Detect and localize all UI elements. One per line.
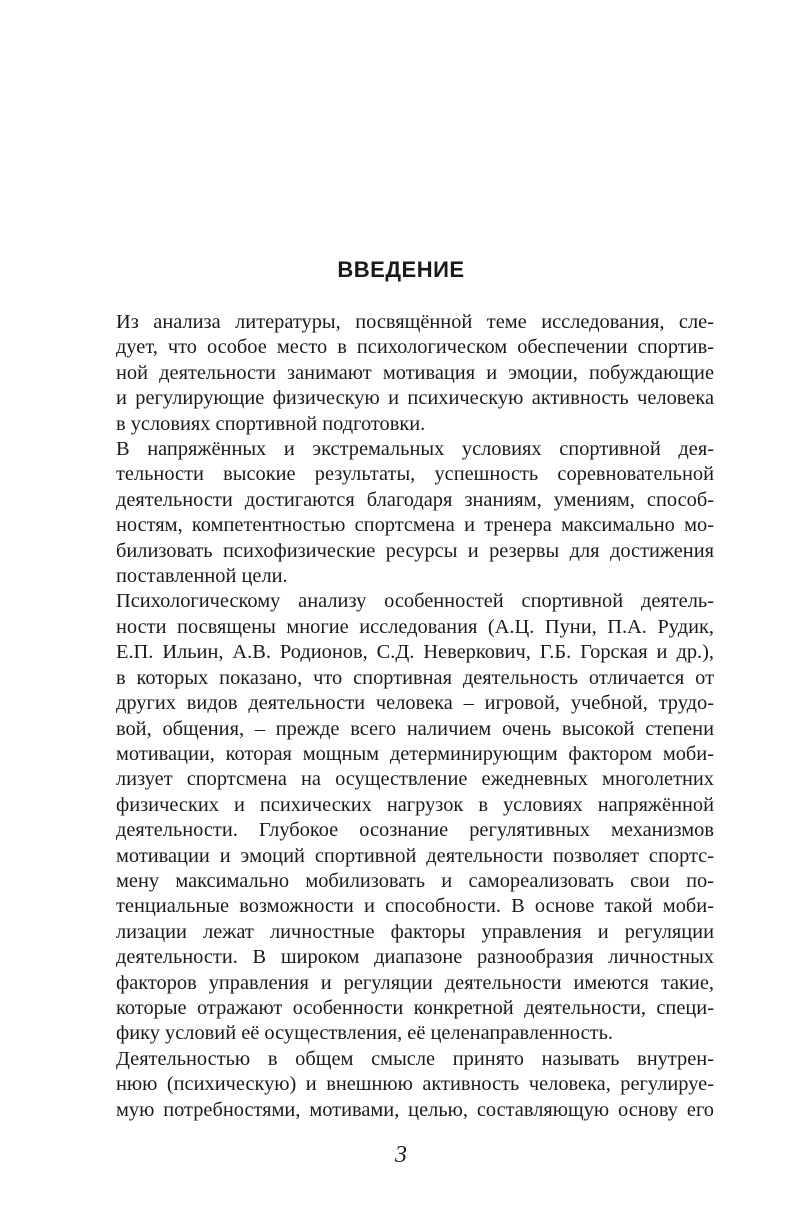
paragraph-3 bbox=[87, 589, 714, 1046]
text-line: факторов управления и регуляции деятельности имеются такие, bbox=[116, 971, 714, 994]
text-line: мотивации и эмоций спортивной деятельности позволяет спортс- bbox=[116, 844, 714, 867]
text-line: вой, общения, – прежде всего наличием очень высокой степени bbox=[116, 717, 714, 740]
text-line: физических и психических нагрузок в условиях напряжённой bbox=[116, 793, 714, 816]
text-line: ной деятельности занимают мотивация и эмоции, побуждающие bbox=[116, 361, 714, 384]
text-line: мену максимально мобилизовать и самореализовать свои по- bbox=[116, 869, 714, 892]
text-line: поставленной цели. bbox=[116, 565, 288, 588]
text-line: в которых показано, что спортивная деятельность отличается от bbox=[116, 666, 714, 689]
text-line: ностям, компетентностью спортсмена и тренера максимально мо- bbox=[116, 514, 714, 537]
text-line: В напряжённых и экстремальных условиях спортивной дея- bbox=[116, 438, 714, 461]
text-line: мую потребностями, мотивами, целью, составляющую основу его bbox=[116, 1098, 714, 1121]
text-line: других видов деятельности человека – игровой, учебной, трудо- bbox=[116, 692, 714, 715]
text-line: и регулирующие физическую и психическую активность человека bbox=[116, 387, 714, 410]
text-line: Из анализа литературы, посвящённой теме исследования, сле- bbox=[116, 311, 714, 333]
text-line: фику условий её осуществления, её целенаправленность. bbox=[116, 1022, 613, 1045]
text-line: Деятельностью в общем смысле принято называть внутрен- bbox=[116, 1047, 714, 1070]
text-line: лизует спортсмена на осуществление ежедневных многолетних bbox=[116, 768, 714, 791]
text-line: тенциальные возможности и способности. В основе такой моби- bbox=[116, 895, 714, 918]
text-line: лизации лежат личностные факторы управления и регуляции bbox=[116, 920, 714, 943]
text-line: Психологическому анализу особенностей спортивной деятель- bbox=[116, 590, 714, 613]
text-line: деятельности. Глубокое осознание регулятивных механизмов bbox=[116, 819, 714, 842]
text-line: в условиях спортивной подготовки. bbox=[116, 412, 426, 435]
text-line: которые отражают особенности конкретной деятельности, специ- bbox=[116, 996, 714, 1019]
page-number: 3 bbox=[395, 1142, 407, 1168]
text-line: дует, что особое место в психологическом обеспечении спортив- bbox=[116, 336, 714, 359]
body-text bbox=[87, 310, 714, 1123]
text-line: деятельности достигаются благодаря знаниям, умениям, способ- bbox=[116, 488, 714, 511]
text-line: деятельности. В широком диапазоне разнообразия личностных bbox=[116, 946, 714, 969]
text-line: Е.П. Ильин, А.В. Родионов, С.Д. Неверкович, Г.Б. Горская и др.), bbox=[116, 641, 714, 664]
paragraph-1 bbox=[87, 310, 714, 437]
text-line: мотивации, которая мощным детерминирующим фактором моби- bbox=[116, 742, 714, 765]
paragraph-2 bbox=[87, 437, 714, 589]
paragraph-4 bbox=[87, 1047, 714, 1123]
text-line: нюю (психическую) и внешнюю активность человека, регулируе- bbox=[116, 1073, 714, 1096]
text-line: тельности высокие результаты, успешность соревновательной bbox=[116, 463, 714, 486]
text-line: билизовать психофизические ресурсы и резервы для достижения bbox=[116, 539, 714, 562]
text-line: ности посвящены многие исследования (А.Ц. Пуни, П.А. Рудик, bbox=[116, 615, 714, 638]
section-heading: ВВЕДЕНИЕ bbox=[337, 257, 465, 282]
